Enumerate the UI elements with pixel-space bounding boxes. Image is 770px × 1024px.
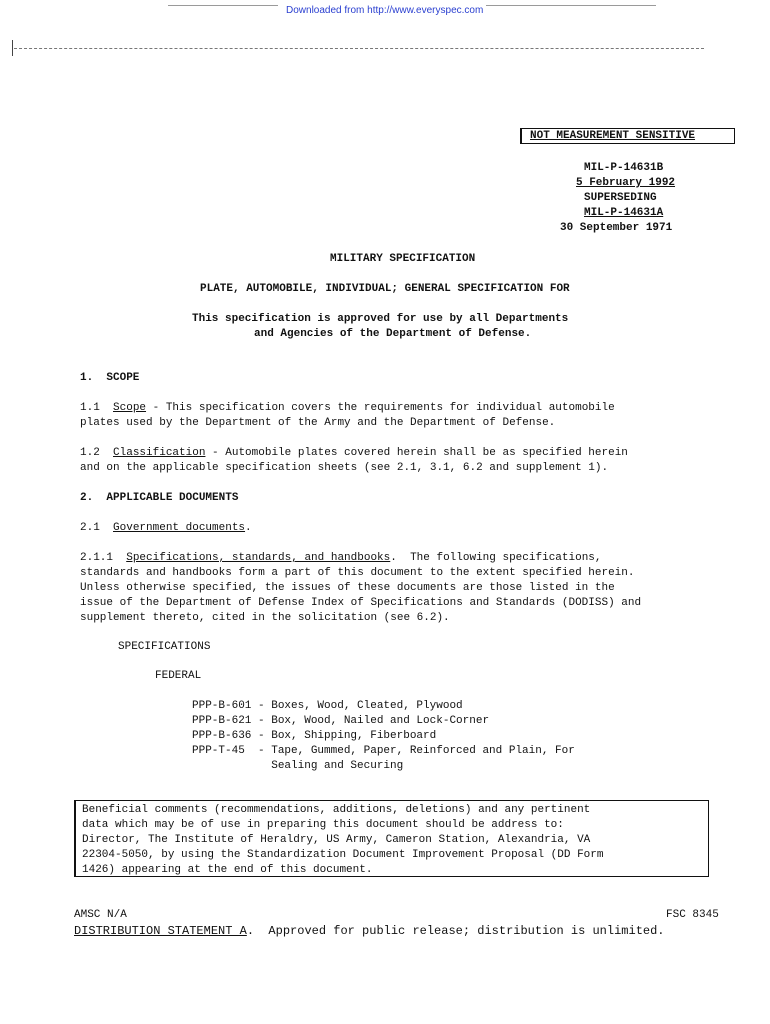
federal-spec-item: PPP-B-601 - Boxes, Wood, Cleated, Plywood — [192, 700, 463, 712]
scan-dotted-line — [14, 48, 704, 49]
scan-line — [486, 5, 656, 6]
federal-spec-item-continued: Sealing and Securing — [192, 760, 404, 772]
document-date: 5 February 1992 — [576, 177, 676, 189]
paragraph-2-1-1-line-3: Unless otherwise specified, the issues of these documents are those listed in the — [80, 582, 615, 594]
superseding-label: SUPERSEDING — [584, 192, 657, 204]
paragraph-1-1-line-2: plates used by the Department of the Army and the Department of Defense. — [80, 417, 556, 429]
comment-line: Beneficial comments (recommendations, additions, deletions) and any pertinent — [82, 804, 591, 816]
paragraph-2-1-1-line-5: supplement thereto, cited in the solicitation (see 6.2). — [80, 612, 450, 624]
paragraph-2-1-1-line-4: issue of the Department of Defense Index of Specifications and Standards (DODISS) and — [80, 597, 642, 609]
previous-document-date: 30 September 1971 — [560, 222, 673, 234]
approval-line-1: This specification is approved for use by all Departments — [192, 313, 569, 325]
scan-line — [168, 5, 278, 6]
comment-line: 1426) appearing at the end of this document. — [82, 864, 373, 876]
paragraph-2-1-1-line-2: standards and handbooks form a part of this document to the extent specified herein. — [80, 567, 635, 579]
paragraph-text: - This specification covers the requirements for individual automobile — [146, 402, 615, 414]
paragraph-1-2-line-1 — [80, 446, 628, 461]
distribution-statement — [74, 924, 665, 939]
specifications-label: SPECIFICATIONS — [118, 641, 211, 653]
paragraph-text: - Automobile plates covered herein shall be as specified herein — [205, 447, 628, 459]
federal-label: FEDERAL — [155, 670, 202, 682]
paragraph-title: Specifications, standards, and handbooks — [126, 552, 391, 564]
section-2-heading: 2. APPLICABLE DOCUMENTS — [80, 492, 239, 504]
paragraph-2-1 — [80, 521, 252, 536]
amsc-code: AMSC N/A — [74, 909, 127, 921]
paragraph-title: Scope — [113, 402, 147, 414]
section-1-heading: 1. SCOPE — [80, 372, 140, 384]
paragraph-text: . — [245, 522, 252, 534]
comment-line: 22304-5050, by using the Standardization Document Improvement Proposal (DD Form — [82, 849, 604, 861]
paragraph-2-1-1-line-1 — [80, 551, 602, 566]
paragraph-number: 1.2 — [80, 447, 114, 459]
spec-type-title: MILITARY SPECIFICATION — [330, 253, 476, 265]
paragraph-number: 2.1 — [80, 522, 114, 534]
scan-mark — [12, 40, 13, 56]
paragraph-1-2-line-2: and on the applicable specification sheets (see 2.1, 3.1, 6.2 and supplement 1). — [80, 462, 609, 474]
federal-spec-item: PPP-B-636 - Box, Shipping, Fiberboard — [192, 730, 437, 742]
not-measurement-sensitive: NOT MEASUREMENT SENSITIVE — [530, 130, 696, 142]
paragraph-1-1-line-1 — [80, 401, 615, 416]
paragraph-number: 2.1.1 — [80, 552, 127, 564]
distribution-statement-label: DISTRIBUTION STATEMENT A — [74, 924, 247, 938]
download-source-link[interactable]: Downloaded from http://www.everyspec.com — [286, 5, 484, 16]
federal-spec-item: PPP-B-621 - Box, Wood, Nailed and Lock-Corner — [192, 715, 490, 727]
document-number: MIL-P-14631B — [584, 162, 664, 174]
federal-spec-item: PPP-T-45 - Tape, Gummed, Paper, Reinforced and Plain, For — [192, 745, 575, 757]
paragraph-title: Classification — [113, 447, 206, 459]
paragraph-number: 1.1 — [80, 402, 114, 414]
comment-line: Director, The Institute of Heraldry, US Army, Cameron Station, Alexandria, VA — [82, 834, 591, 846]
distribution-statement-text: . Approved for public release; distribution is unlimited. — [246, 924, 665, 938]
approval-line-2: and Agencies of the Department of Defense. — [254, 328, 532, 340]
paragraph-title: Government documents — [113, 522, 246, 534]
fsc-code: FSC 8345 — [666, 909, 719, 921]
spec-subject-title: PLATE, AUTOMOBILE, INDIVIDUAL; GENERAL SPECIFICATION FOR — [200, 283, 570, 295]
comment-line: data which may be of use in preparing this document should be address to: — [82, 819, 564, 831]
previous-document-number: MIL-P-14631A — [584, 207, 664, 219]
paragraph-text: . The following specifications, — [390, 552, 602, 564]
